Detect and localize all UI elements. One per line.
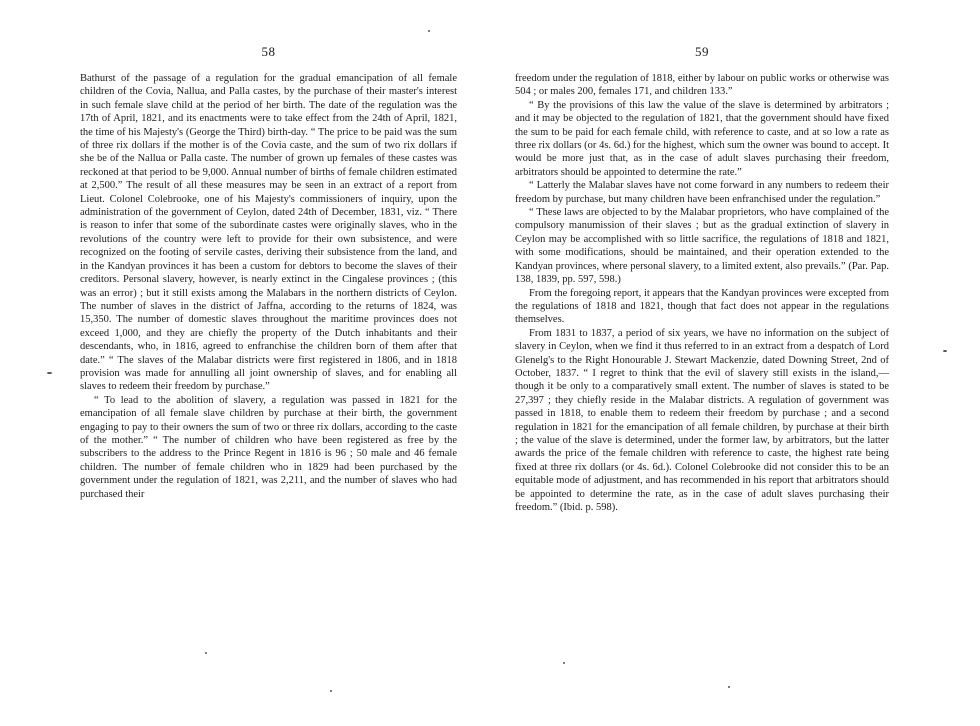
paragraph: “ By the provisions of this law the value of the slave is determined by arbitrators ; and it may be objected to the regulation of 1821, that the government should have fixed the sum to be paid for each female child, with reference to caste, and at so low a rate as three rix dollars (or 4s. 6d.) for the highest, which sum the owner was bound to accept. It would be more just that, as in the case of adult slaves purchasing their freedom, arbitrators should be appointed to determine the rate.” bbox=[515, 99, 889, 178]
scan-speck bbox=[428, 30, 430, 32]
paragraph: “ Latterly the Malabar slaves have not come forward in any numbers to redeem their freedom by purchase, but many children have been enfranchised under the regulation.” bbox=[515, 180, 889, 205]
scan-speck bbox=[47, 372, 52, 374]
page-number: 58 bbox=[261, 44, 276, 59]
page-number: 59 bbox=[695, 44, 709, 59]
page-body bbox=[80, 72, 457, 501]
scan-speck bbox=[330, 690, 332, 692]
scan-speck bbox=[205, 652, 207, 654]
scan-speck bbox=[563, 662, 565, 664]
paragraph: Bathurst of the passage of a regulation for the gradual emancipation of all female children of the Covia, Nallua, and Palla castes, by the purchase of their master's interest in such female slave child at the period of her birth. The date of the regulation was the 17th of April, 1821, and its enactments were to take effect from the 24th of April, 1821, the time of his Majesty's (George the Third) birth-day. “ The price to be paid was the sum of three rix dollars if the mother is of the Covia caste, and the sum of two rix dollars if she be of the Nallua or Palla caste. The number of grown up females of these castes was reckoned at that period to be 9,000. Annual number of births of female children estimated at 2,500.” The result of all these measures may be seen in an extract of a report from Lieut. Colonel Colebrooke, one of his Majesty's commissioners of inquiry, upon the administration of the government of Ceylon, dated 24th of December, 1831, viz. “ There is reason to infer that some of the subordinate castes were originally slaves, who in the revolutions of the country were left to provide for their own subsistence, and were recognized on the footing of servile castes, deriving their subsistence from the land, and in the Kandyan provinces it has been a custom for debtors to become the slaves of their creditors. Personal slavery, however, is nearly extinct in the Cingalese provinces ; (this was an error) ; but it still exists among the Malabars in the northern districts of Ceylon. The number of slaves in the district of Jaffna, according to the returns of 1824, was 15,350. The number of domestic slaves throughout the maritime provinces does not exceed 1,000, and they are chiefly the property of the Dutch inhabitants and their descendants, who, in 1816, agreed to enfranchise the children born of them after that date.” “ The slaves of the Malabar districts were first registered in 1806, and in 1818 provision was made for annulling all joint ownership of slaves, and for enabling all slaves to redeem their freedom by purchase.” bbox=[80, 73, 457, 393]
page-body bbox=[515, 72, 889, 514]
scan-speck bbox=[728, 686, 730, 688]
right-page bbox=[515, 0, 889, 726]
left-page bbox=[80, 0, 457, 726]
paragraph: freedom under the regulation of 1818, either by labour on public works or otherwise was 504 ; or males 200, females 171, and children 133.” bbox=[515, 73, 889, 98]
paragraph: From 1831 to 1837, a period of six years, we have no information on the subject of slavery in Ceylon, when we find it thus referred to in an extract from a despatch of Lord Glenelg's to the Right Honourable J. Stewart Mackenzie, dated Downing Street, 2nd of October, 1837. “ I regret to think that the evil of slavery still exists in the island,—though it be only to a comparatively small extent. The number of slaves is stated to be 27,397 ; they chiefly reside in the Malabar districts. A regulation of government was passed in 1818, to enable them to redeem their freedom by purchase ; and a second regulation in 1821 for the emancipation of all female children, by purchase at their birth ; the value of the slave is determined, under the former law, by arbitrators, but the latter awards the price of the female children with reference to caste, the highest rate being fixed at three rix dollars (or 4s. 6d.). Colonel Colebrooke did not consider this to be an equitable mode of adjustment, and has recommended in his report that arbitrators should be appointed to determine the rate, as in the case of adult slaves purchasing their freedom.” (Ibid. p. 598). bbox=[515, 327, 889, 513]
paragraph: From the foregoing report, it appears that the Kandyan provinces were excepted from the regulations of 1818 and 1821, though that fact does not appear in the regulations themselves. bbox=[515, 287, 889, 326]
paragraph: “ These laws are objected to by the Malabar proprietors, who have complained of the compulsory manumission of their slaves ; but as the gradual extinction of slavery in Ceylon may be accomplished with so little sacrifice, the regulations of 1818 and 1821, with some modifications, should be maintained, and their operation extended to the Kandyan provinces, where personal slavery, to a limited extent, also prevails.” (Par. Pap. 138, 1839, pp. 597, 598.) bbox=[515, 207, 889, 286]
paragraph: “ To lead to the abolition of slavery, a regulation was passed in 1821 for the emancipation of all female slave children by purchase at their birth, the government engaging to pay to their owners the sum of two or three rix dollars, according to the caste of the mother.” “ The number of children who have been registered as free by the subscribers to the address to the Prince Regent in 1816 is 96 ; 50 male and 46 female children. The number of female children who in 1829 had been purchased by the government under the regulation of 1821, was 2,211, and the number of slaves who had purchased their bbox=[80, 394, 457, 500]
scan-speck bbox=[943, 350, 947, 352]
